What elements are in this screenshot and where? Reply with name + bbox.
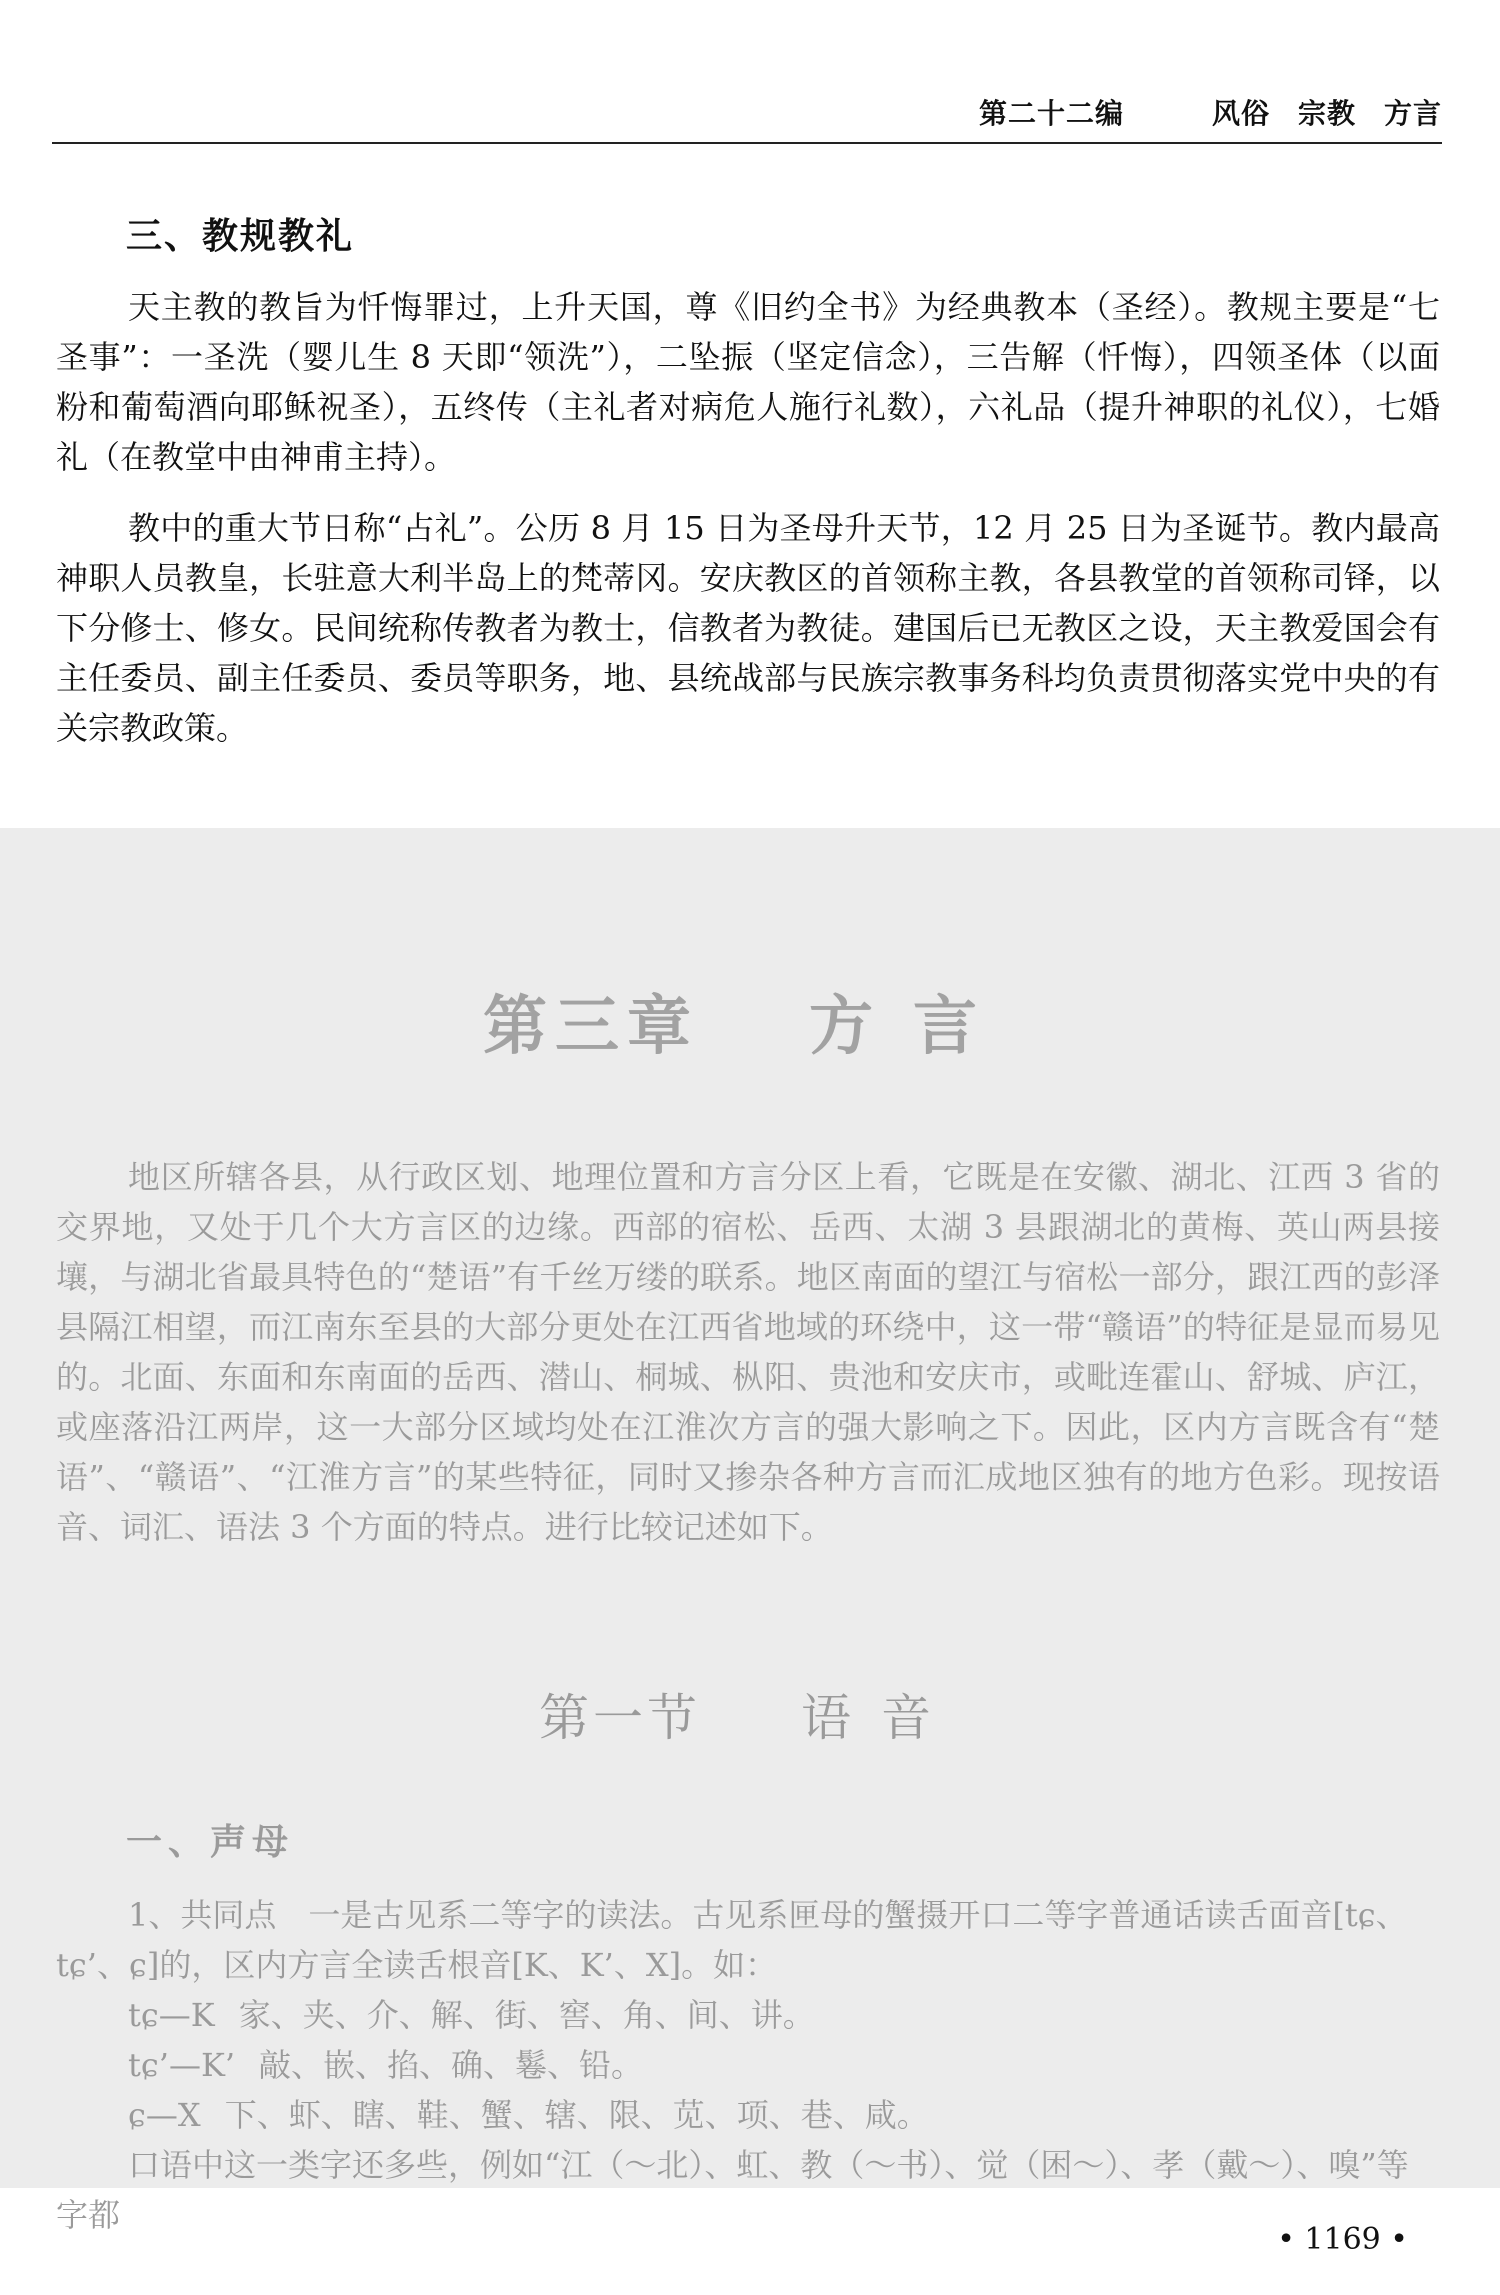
header-topic-religion: 宗教 [1297,97,1356,130]
chapter-name: 方言 [809,989,1017,1064]
chapter-title [0,975,1500,1067]
paragraph: 天主教的教旨为忏悔罪过，上升天国，尊《旧约全书》为经典教本（圣经）。教规主要是“七圣事”：一圣洗（婴儿生 8 天即“领洗”），二坠振（坚定信念），三告解（忏悔），四领圣体（以面粉和葡萄酒向耶稣祝圣），五终传（主礼者对病危人施行礼数），六礼品（提升神职的礼仪），七婚礼（在教堂中由神甫主持）。 [56,288,1440,476]
section-number: 第一节 [539,1689,701,1747]
subsection-heading: 一、声母 [126,1822,295,1863]
running-header [52,92,1442,144]
header-topic-customs: 风俗 [1211,97,1270,130]
example-chars: 家、夹、介、解、街、窖、角、间、讲。 [238,1996,815,2034]
section-heading: 三、教规教礼 [126,216,355,257]
chapter-number: 第三章 [483,989,699,1064]
section-name: 语音 [801,1689,961,1747]
paragraph: 口语中这一类字还多些，例如“江（～北）、虹、教（～书）、觉（困～）、孝（戴～）、嗅”等字都 [56,2146,1409,2234]
paragraph: 1、共同点 一是古见系二等字的读法。古见系匣母的蟹摄开口二等字普通话读舌面音[tɕ、tɕ’、ɕ]的，区内方言全读舌根音[K、K’、X]。如： [56,1896,1408,1984]
header-part: 第二十二编 [978,97,1124,130]
header-topic-dialect: 方言 [1383,97,1442,130]
section-title [0,1678,1500,1750]
example-line [56,2040,1440,2090]
example-chars: 下、虾、瞎、鞋、蟹、辖、限、苋、项、巷、咸。 [224,2096,929,2134]
sound-mapping: ɕ—X [128,2096,201,2134]
chapter-intro: 地区所辖各县，从行政区划、地理位置和方言分区上看，它既是在安徽、湖北、江西 3 省的交界地，又处于几个大方言区的边缘。西部的宿松、岳西、太湖 3 县跟湖北的黄梅、英山两县接壤，与湖北省最具特色的“楚语”有千丝万缕的联系。地区南面的望江与宿松一部分，跟江西的彭泽县隔江相望，而江南东至县的大部分更处在江西省地域的环绕中，这一带“赣语”的特征是显而易见的。北面、东面和东南面的岳西、潜山、桐城、枞阳、贵池和安庆市，或毗连霍山、舒城、庐江，或座落沿江两岸，这一大部分区域均处在江淮次方言的强大影响之下。因此，区内方言既含有“楚语”、“赣语”、“江淮方言”的某些特征，同时又掺杂各种方言而汇成地区独有的地方色彩。现按语音、词汇、语法 3 个方面的特点。进行比较记述如下。 [56,1158,1440,1546]
page-number: • 1169 • [1277,2222,1408,2257]
example-line [56,2090,1440,2140]
sound-mapping: tɕ’—K’ [128,2046,236,2084]
example-chars: 敲、嵌、掐、确、鬈、铅。 [259,2046,644,2084]
sound-mapping: tɕ—K [128,1996,215,2034]
paragraph: 教中的重大节日称“占礼”。公历 8 月 15 日为圣母升天节，12 月 25 日为圣诞节。教内最高神职人员教皇，长驻意大利半岛上的梵蒂冈。安庆教区的首领称主教，各县教堂的首领称司铎，以下分修士、修女。民间统称传教者为教士，信教者为教徒。建国后已无教区之设，天主教爱国会有主任委员、副主任委员、委员等职务，地、县统战部与民族宗教事务科均负责贯彻落实党中央的有关宗教政策。 [56,509,1440,747]
example-line [56,1990,1440,2040]
